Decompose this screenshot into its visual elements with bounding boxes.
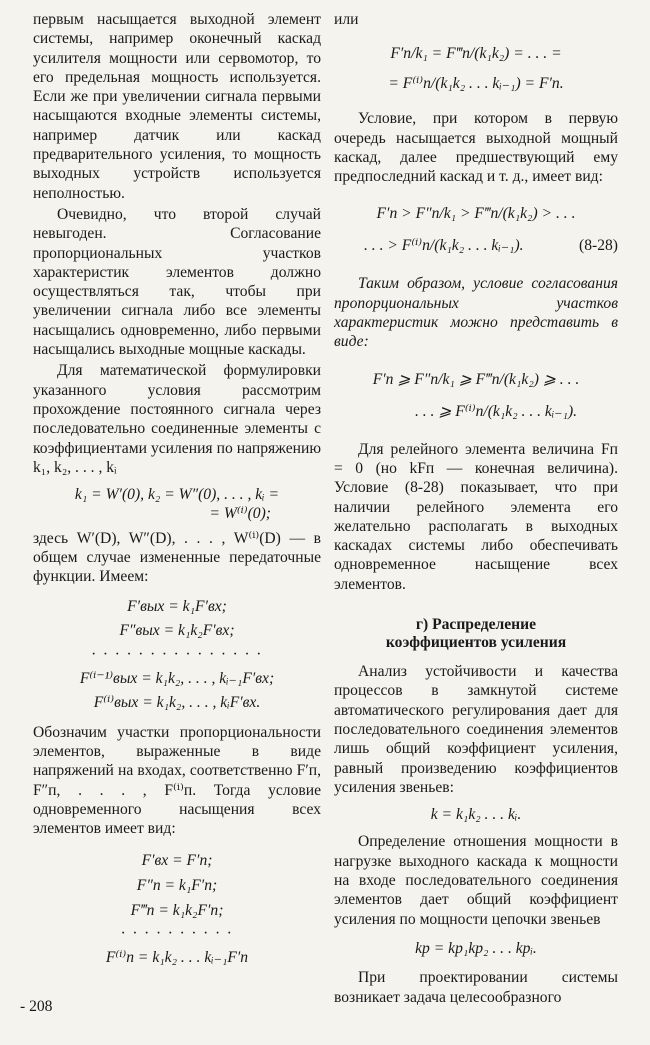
formula-line: F‴п = k₁k₂F′п; bbox=[130, 902, 224, 920]
formula-line: F⁽ⁱ⁾вых = k₁k₂, . . . , kᵢF′вх. bbox=[93, 693, 261, 711]
formula-line: F′п ⩾ F″п/k₁ ⩾ F‴п/(k₁k₂) ⩾ . . . bbox=[372, 370, 580, 388]
formula-k bbox=[33, 485, 321, 524]
formula-line: F⁽ⁱ⁾п = k₁k₂ . . . kᵢ₋₁F′п bbox=[105, 949, 249, 967]
paragraph: При проектировании системы возникает задача целесообразного bbox=[334, 969, 618, 1006]
formula-line: = W⁽ⁱ⁾(0); bbox=[209, 505, 271, 523]
formula-saturation bbox=[33, 848, 321, 970]
paragraph: Условие, при котором в первую очередь насыщается выходной мощный каскад, далее предшествующий ему предпоследний каскад и т. д., имеет вид: bbox=[334, 110, 618, 186]
heading-line: г) Распределение bbox=[415, 616, 537, 634]
formula-line: F⁽ⁱ⁻¹⁾вых = k₁k₂, . . . , kᵢ₋₁F′вх; bbox=[79, 669, 275, 687]
dotted-line: · · · · · · · · · · bbox=[120, 925, 234, 943]
paragraph: Таким образом, условие согласования пропорциональных участков характеристик можно представить в виде: bbox=[334, 275, 618, 351]
heading-line: коэффициентов усиления bbox=[385, 634, 567, 652]
equation-number: (8-28) bbox=[579, 237, 618, 255]
page-number: - 208 bbox=[20, 998, 53, 1015]
paragraph: здесь W′(D), W″(D), . . . , W⁽ⁱ⁾(D) — в общем случае измененные передаточные функции. Имеем: bbox=[33, 529, 321, 586]
formula-line: . . . ⩾ F⁽ⁱ⁾п/(k₁k₂ . . . kᵢ₋₁). bbox=[414, 402, 578, 420]
dotted-line: · · · · · · · · · · · · · · · bbox=[91, 645, 263, 663]
paragraph: Обозначим участки пропорциональности элементов, выраженные в виде напряжений на входах, соответственно F′п, F″п, . . . , F⁽ⁱ⁾п. Тогда условие одновременного насыщения всех элементов имеет вид: bbox=[33, 723, 321, 838]
section-heading bbox=[334, 616, 618, 652]
formula-line: F′п > F″п/k₁ > F‴п/(k₁k₂) > . . . bbox=[376, 205, 576, 223]
formula-line: = F⁽ⁱ⁾п/(k₁k₂ . . . kᵢ₋₁) = F′п. bbox=[388, 75, 564, 93]
left-column bbox=[33, 10, 321, 975]
right-column bbox=[334, 10, 618, 1007]
formula-line: F″п = k₁F′п; bbox=[136, 877, 218, 895]
formula-ratios bbox=[334, 39, 618, 99]
paragraph: Очевидно, что второй случай невыгоден. Согласование пропорциональных участков характеристик элементов должно осуществляться так, чтобы при увеличении сигнала либо все элементы насыщались одновременно, либо первыми насыщались выходные мощные каскады. bbox=[33, 205, 321, 359]
formula-8-28 bbox=[334, 198, 618, 262]
formula-line: F′п/k₁ = F‴п/(k₁k₂) = . . . = bbox=[390, 45, 562, 63]
paragraph: Определение отношения мощности в нагрузке выходного каскада к мощности на входе последовательного соединения элементов дает общий коэффициент усиления по мощности цепочки звеньев bbox=[334, 833, 618, 928]
formula-kp-total: kp = kp₁kp₂ . . . kpᵢ. bbox=[415, 939, 537, 957]
paragraph: Для математической формулировки указанного условия рассмотрим прохождение постоянного сигнала через последовательно соединенные элементы с коэффициентами усиления по напряжению k₁, k₂, . . . , kᵢ bbox=[33, 362, 321, 476]
formula-line: k₁ = W′(0), k₂ = W″(0), . . . , kᵢ = bbox=[74, 486, 280, 504]
formula-output-signals bbox=[33, 595, 321, 715]
formula-line bbox=[334, 230, 618, 262]
paragraph: первым насыщается выходной элемент системы, например оконечный каскад усилителя мощности или сервомотор, то его предельная мощность используется. Если же при увеличении сигнала первыми насыщаются входные элементы системы, например датчик или каскад предварительного усиления, то мощность выходных устройств используется неполностью. bbox=[33, 11, 321, 202]
formula-k-total: k = k₁k₂ . . . kᵢ. bbox=[430, 806, 522, 824]
formula-condition bbox=[334, 364, 618, 428]
word-or: или bbox=[334, 11, 359, 28]
paragraph: Анализ устойчивости и качества процессов в замкнутой системе автоматического регулирования дает для последовательного соединения элементов лишь общий коэффициент усиления, равный произведению коэффициентов усиления звеньев: bbox=[334, 663, 618, 796]
formula-line: F′вх = F′п; bbox=[141, 852, 213, 870]
formula-line: F′вых = k₁F′вх; bbox=[127, 597, 227, 615]
formula-line: F″вых = k₁k₂F′вх; bbox=[119, 621, 235, 639]
paragraph: Для релейного элемента величина Fп = 0 (но kFп — конечная величина). Условие (8-28) показывает, что при наличии релейного элемента его желательно располагать в выходных каскадах системы либо обеспечивать одновременное насыщение всех элементов. bbox=[334, 440, 618, 593]
formula-text: . . . > F⁽ⁱ⁾п/(k₁k₂ . . . kᵢ₋₁). bbox=[364, 237, 524, 255]
